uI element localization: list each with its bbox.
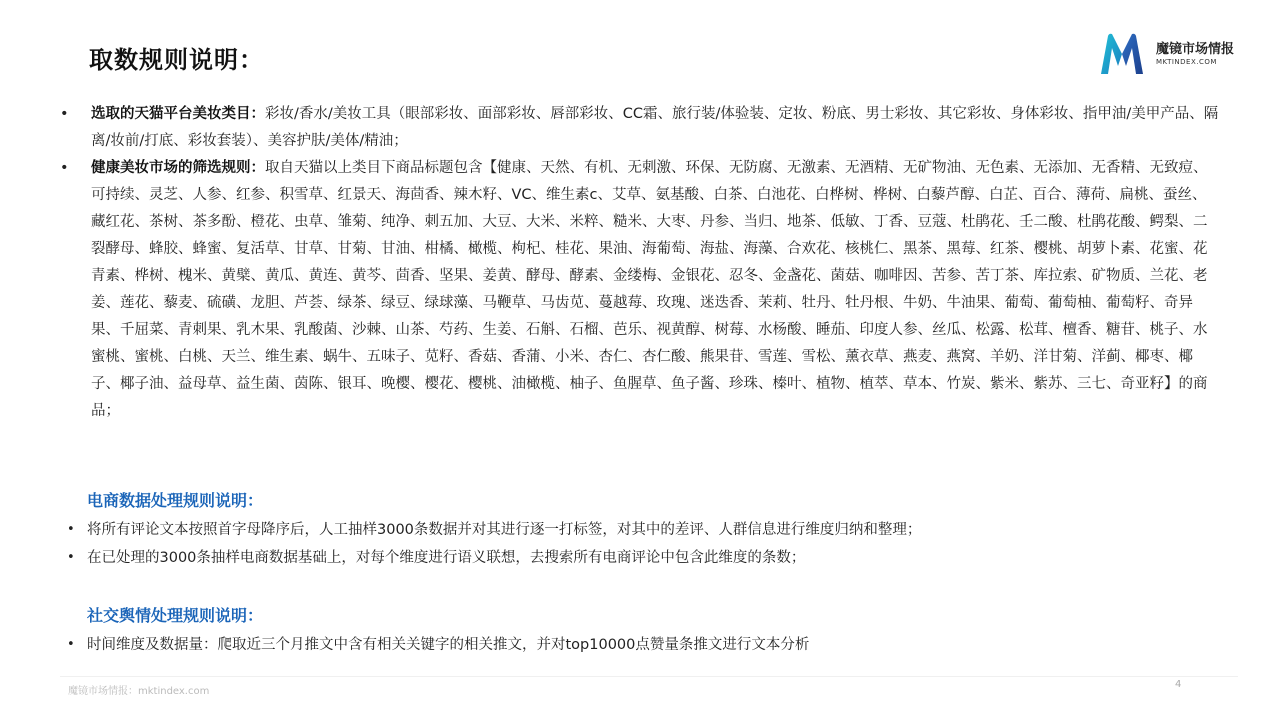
bullet-icon: • — [67, 550, 75, 565]
bullet-icon: • — [60, 106, 69, 122]
rule-label: 健康美妆市场的筛选规则： — [91, 160, 265, 176]
ecommerce-section-title: 电商数据处理规则说明： — [87, 491, 264, 510]
list-item — [67, 544, 1217, 572]
rule-text: 彩妆/香水/美妆工具（眼部彩妆、面部彩妆、唇部彩妆、CC霜、旅行装/体验装、定妆、粉底、男士彩妆、其它彩妆、身体彩妆、指甲油/美甲产品、隔离/妆前/打底、彩妆套装）、美容护肤/美体/精油； — [91, 106, 1219, 149]
list-item-text: 在已处理的3000条抽样电商数据基础上，对每个维度进行语义联想，去搜索所有电商评论中包含此维度的条数； — [87, 550, 806, 566]
m-logo-icon — [1098, 32, 1146, 76]
list-item-text: 时间维度及数据量：爬取近三个月推文中含有相关关键字的相关推文，并对top10000点赞量条推文进行文本分析 — [87, 637, 810, 653]
page-number: 4 — [1175, 679, 1182, 690]
rule-item-category — [60, 101, 1220, 155]
bullet-icon: • — [67, 522, 75, 537]
rule-item-filter — [60, 155, 1220, 425]
logo-name: 魔镜市场情报 — [1156, 42, 1235, 57]
mktindex-logo — [1098, 30, 1248, 78]
list-item-text: 将所有评论文本按照首字母降序后，人工抽样3000条数据并对其进行逐一打标签，对其中的差评、人群信息进行维度归纳和整理； — [87, 522, 922, 538]
bullet-icon: • — [60, 160, 69, 176]
list-item — [67, 516, 1217, 544]
footer-source: 魔镜市场情报：mktindex.com — [68, 686, 210, 697]
social-rules-list — [67, 631, 1217, 659]
data-selection-rules — [60, 101, 1220, 425]
bullet-icon: • — [67, 637, 75, 652]
social-section-title: 社交舆情处理规则说明： — [87, 606, 264, 625]
list-item — [67, 631, 1217, 659]
rule-text: 取自天猫以上类目下商品标题包含【健康、天然、有机、无刺激、环保、无防腐、无激素、无酒精、无矿物油、无色素、无添加、无香精、无致痘、可持续、灵芝、人参、红参、积雪草、红景天、海茴香、辣木籽、VC、维生素c、艾草、氨基酸、白茶、白池花、白桦树、桦树、白藜芦醇、白芷、百合、薄荷、扁桃、蚕丝、藏红花、茶树、茶多酚、橙花、虫草、雏菊、纯净、刺五加、大豆、大米、米粹、糙米、大枣、丹参、当归、地茶、低敏、丁香、豆蔻、杜鹃花、壬二酸、杜鹃花酸、鳄梨、二裂酵母、蜂胶、蜂蜜、复活草、甘草、甘菊、甘油、柑橘、橄榄、枸杞、桂花、果油、海葡萄、海盐、海藻、合欢花、核桃仁、黑茶、黑莓、红茶、樱桃、胡萝卜素、花蜜、花青素、桦树、槐米、黄檗、黄瓜、黄连、黄芩、茴香、坚果、姜黄、酵母、酵素、金缕梅、金银花、忍冬、金盏花、菌菇、咖啡因、苦参、苦丁茶、库拉索、矿物质、兰花、老姜、莲花、藜麦、硫磺、龙胆、芦荟、绿茶、绿豆、绿球藻、马鞭草、马齿苋、蔓越莓、玫瑰、迷迭香、茉莉、牡丹、牡丹根、牛奶、牛油果、葡萄、葡萄柚、葡萄籽、奇异果、千屈菜、青刺果、乳木果、乳酸菌、沙棘、山茶、芍药、生姜、石斛、石榴、芭乐、视黄醇、树莓、水杨酸、睡茄、印度人参、丝瓜、松露、松茸、檀香、糖苷、桃子、水蜜桃、蜜桃、白桃、天兰、维生素、蜗牛、五味子、苋籽、香菇、香蒲、小米、杏仁、杏仁酸、熊果苷、雪莲、雪松、薰衣草、燕麦、燕窝、羊奶、洋甘菊、洋蓟、椰枣、椰子、椰子油、益母草、益生菌、茵陈、银耳、晚樱、樱花、樱桃、油橄榄、柚子、鱼腥草、鱼子酱、珍珠、榛叶、植物、植萃、草本、竹炭、紫米、紫苏、三七、奇亚籽】的商品； — [91, 160, 1208, 419]
page-title: 取数规则说明： — [89, 46, 264, 74]
rule-label: 选取的天猫平台美妆类目： — [91, 106, 265, 122]
footer-divider — [60, 676, 1238, 677]
ecommerce-rules-list — [67, 516, 1217, 572]
logo-url: MKTINDEX.COM — [1156, 58, 1217, 66]
